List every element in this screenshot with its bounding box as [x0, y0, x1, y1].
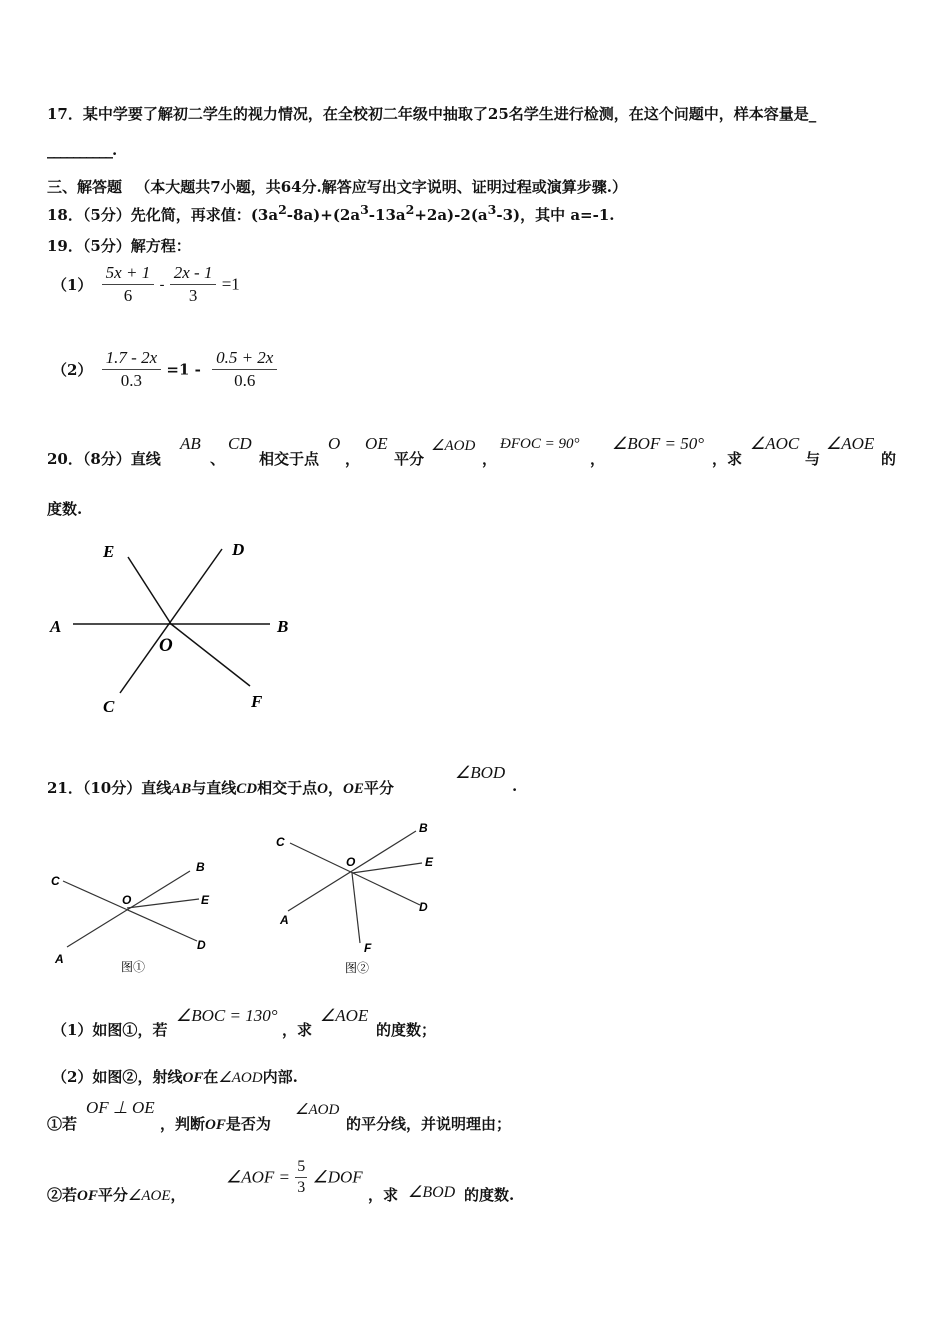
q21-figure-2: [270, 815, 450, 980]
q21-p2: [52, 1066, 298, 1087]
q18-label: 18．（5分）先化简，再求值：: [47, 206, 251, 224]
q21-p2-post: 内部.: [262, 1068, 298, 1086]
label-d: D: [232, 540, 245, 559]
q19-p1-num2: 2x - 1: [170, 262, 217, 285]
q21-p2-of: OF: [182, 1070, 204, 1086]
q20-cd: CD: [228, 434, 252, 453]
q20-o: O: [328, 434, 341, 453]
label-o: O: [346, 855, 356, 869]
label-e: E: [201, 893, 210, 907]
q20-t4: 与: [805, 450, 821, 468]
label-a: A: [55, 952, 64, 966]
q21-s2-pre: ②若: [47, 1186, 78, 1204]
q20-t2: 平分: [394, 450, 425, 468]
q18: [47, 202, 615, 225]
q20-comma3: ，: [590, 450, 606, 468]
q21-s2-num: 5: [295, 1157, 307, 1178]
q21-ab: AB: [171, 781, 192, 797]
q19-p2-num1: 1.7 - 2x: [102, 347, 161, 370]
section3-desc: （本大题共7小题，共64分.解答应写出文字说明、证明过程或演算步骤.）: [135, 178, 628, 196]
q21-oe: OE: [343, 781, 364, 797]
q21-figure-1: [45, 855, 225, 980]
label-b: B: [277, 617, 289, 636]
q21-cd: CD: [236, 781, 258, 797]
q21-s1-aod: ∠AOD: [295, 1102, 340, 1118]
q20-figure: [40, 535, 310, 725]
q21-s2-aoe: ∠AOE: [127, 1188, 171, 1204]
q21-s2-frac: [295, 1157, 307, 1198]
label-o: O: [122, 893, 132, 907]
q21-p1-aoe: ∠AOE: [320, 1006, 369, 1025]
q20-aoc: ∠AOC: [750, 434, 800, 453]
q20-oe: OE: [365, 434, 388, 453]
q17-answer-blank: __________.: [47, 141, 117, 159]
label-e: E: [425, 855, 434, 869]
label-o: O: [159, 635, 173, 656]
ray-of: [352, 873, 360, 943]
q20-comma1: ，: [345, 450, 361, 468]
q19-label: 19．（5分）解方程：: [47, 237, 191, 255]
q21-s2-pre-group: [47, 1184, 186, 1205]
q21-p2-aod: ∠AOD: [218, 1070, 263, 1086]
q21-s2-lhs: ∠AOF =: [226, 1167, 291, 1187]
q19-part1: [52, 262, 240, 307]
q21-bod: ∠BOD: [455, 763, 506, 782]
label-b: B: [196, 860, 205, 874]
q21-comma: ，: [327, 779, 343, 797]
q21-o: O: [317, 781, 328, 797]
q20-sep: 、: [210, 450, 226, 468]
label-c: C: [103, 697, 115, 716]
label-d: D: [419, 900, 428, 914]
section3-title: 三、解答题: [47, 178, 123, 196]
q21-s1-mid: ，判断: [160, 1115, 206, 1133]
q21-s1-post: 的平分线，并说明理由；: [346, 1115, 512, 1133]
q21-period: .: [512, 777, 518, 795]
q21-s1-mid-group: [160, 1113, 271, 1134]
q19-p2-frac1: [102, 347, 161, 392]
q21-s1-is: 是否为: [225, 1115, 271, 1133]
q19-p1-label: （1）: [52, 276, 93, 294]
label-f: F: [364, 941, 372, 955]
q21-p1-post: 的度数；: [376, 1021, 437, 1039]
q19-p2-frac2: [212, 347, 277, 392]
q21-s2-mid: ，求: [368, 1186, 399, 1204]
q21-t3: 平分: [363, 779, 394, 797]
line-ab: [67, 871, 190, 947]
q20-foc: ÐFOC = 90°: [500, 436, 580, 452]
q21-s2-den: 3: [297, 1179, 306, 1196]
q21-p1-angle: ∠BOC = 130°: [176, 1006, 278, 1025]
q19-p2-mid: =1 -: [166, 360, 201, 379]
q19-p2-den2: 0.6: [234, 371, 256, 390]
q20-aod: ∠AOD: [431, 438, 476, 454]
ray-oe: [128, 557, 171, 624]
q21-p2-in: 在: [203, 1068, 219, 1086]
q20-t5: 的: [881, 450, 897, 468]
q21-p1-pre: （1）如图①，若: [52, 1021, 168, 1039]
q19-part2: [52, 347, 277, 392]
q20-comma2: ，: [482, 450, 498, 468]
label-a: A: [280, 913, 289, 927]
q19-p1-frac2: [170, 262, 217, 307]
q21-s2-t: 平分: [97, 1186, 128, 1204]
q19-p2-den1: 0.3: [120, 371, 143, 390]
q21-label: 21．（10分）直线: [47, 779, 172, 797]
q19-p1-den2: 3: [188, 286, 198, 305]
q19-p1-num1: 5x + 1: [102, 262, 155, 285]
q21-s1-pre: ①若: [47, 1115, 78, 1133]
q21-s1-of: OF: [205, 1117, 226, 1133]
section3-heading: [47, 176, 627, 197]
q19-p1-den1: 6: [123, 286, 133, 305]
q20-label: 20．（8分）直线: [47, 450, 161, 468]
label-f: F: [251, 692, 263, 711]
ray-of: [171, 624, 250, 686]
label-a: A: [50, 617, 62, 636]
figure-2-caption: 图②: [345, 961, 370, 975]
q20-aoe: ∠AOE: [826, 434, 875, 453]
q17-line1: 17．某中学要了解初二学生的视力情况，在全校初二年级中抽取了25名学生进行检测，在这个问题中，样本容量是_: [47, 105, 817, 123]
q21-s2-of: OF: [77, 1188, 98, 1204]
q20-t1: 相交于点: [259, 450, 320, 468]
q21-s1-expr: OF ⊥ OE: [86, 1098, 155, 1117]
q21-s2-comma: ，: [170, 1186, 186, 1204]
q20-ab: AB: [180, 434, 201, 453]
label-c: C: [51, 874, 60, 888]
q21-t1: 与直线: [191, 779, 237, 797]
figure-1-caption: 图①: [121, 960, 146, 974]
line-cd: [63, 881, 197, 941]
q19-p1-frac1: [102, 262, 155, 307]
q19-p1-rhs: =1: [221, 274, 240, 294]
q19-p1-op: -: [159, 275, 165, 294]
q21-s2-equation: [226, 1157, 363, 1198]
q21-t2: 相交于点: [257, 779, 318, 797]
q21-s2-rhs: ∠DOF: [312, 1167, 363, 1187]
q20-line2: 度数.: [47, 500, 83, 518]
q21-s2-bod: ∠BOD: [408, 1184, 456, 1201]
q20-t3: ，求: [712, 450, 743, 468]
line-ab: [288, 831, 416, 911]
q21-intro: [47, 777, 394, 798]
q18-tail: ，其中 a=-1.: [520, 206, 615, 224]
q21-p2-pre: （2）如图②，射线: [52, 1068, 183, 1086]
label-b: B: [419, 821, 428, 835]
q19-p2-num2: 0.5 + 2x: [212, 347, 277, 370]
label-d: D: [197, 938, 206, 952]
q18-expression: $(3a^2-8a)+(2a^3-13a^2+2a)-2(a^3-3)$: [250, 202, 521, 224]
line-cd: [120, 549, 222, 693]
q21-s2-post: 的度数.: [464, 1186, 515, 1204]
label-c: C: [276, 835, 285, 849]
q19-p2-label: （2）: [52, 361, 93, 379]
q21-p1-mid: ，求: [282, 1021, 313, 1039]
label-e: E: [103, 542, 115, 561]
q20-bof: ∠BOF = 50°: [612, 434, 705, 453]
